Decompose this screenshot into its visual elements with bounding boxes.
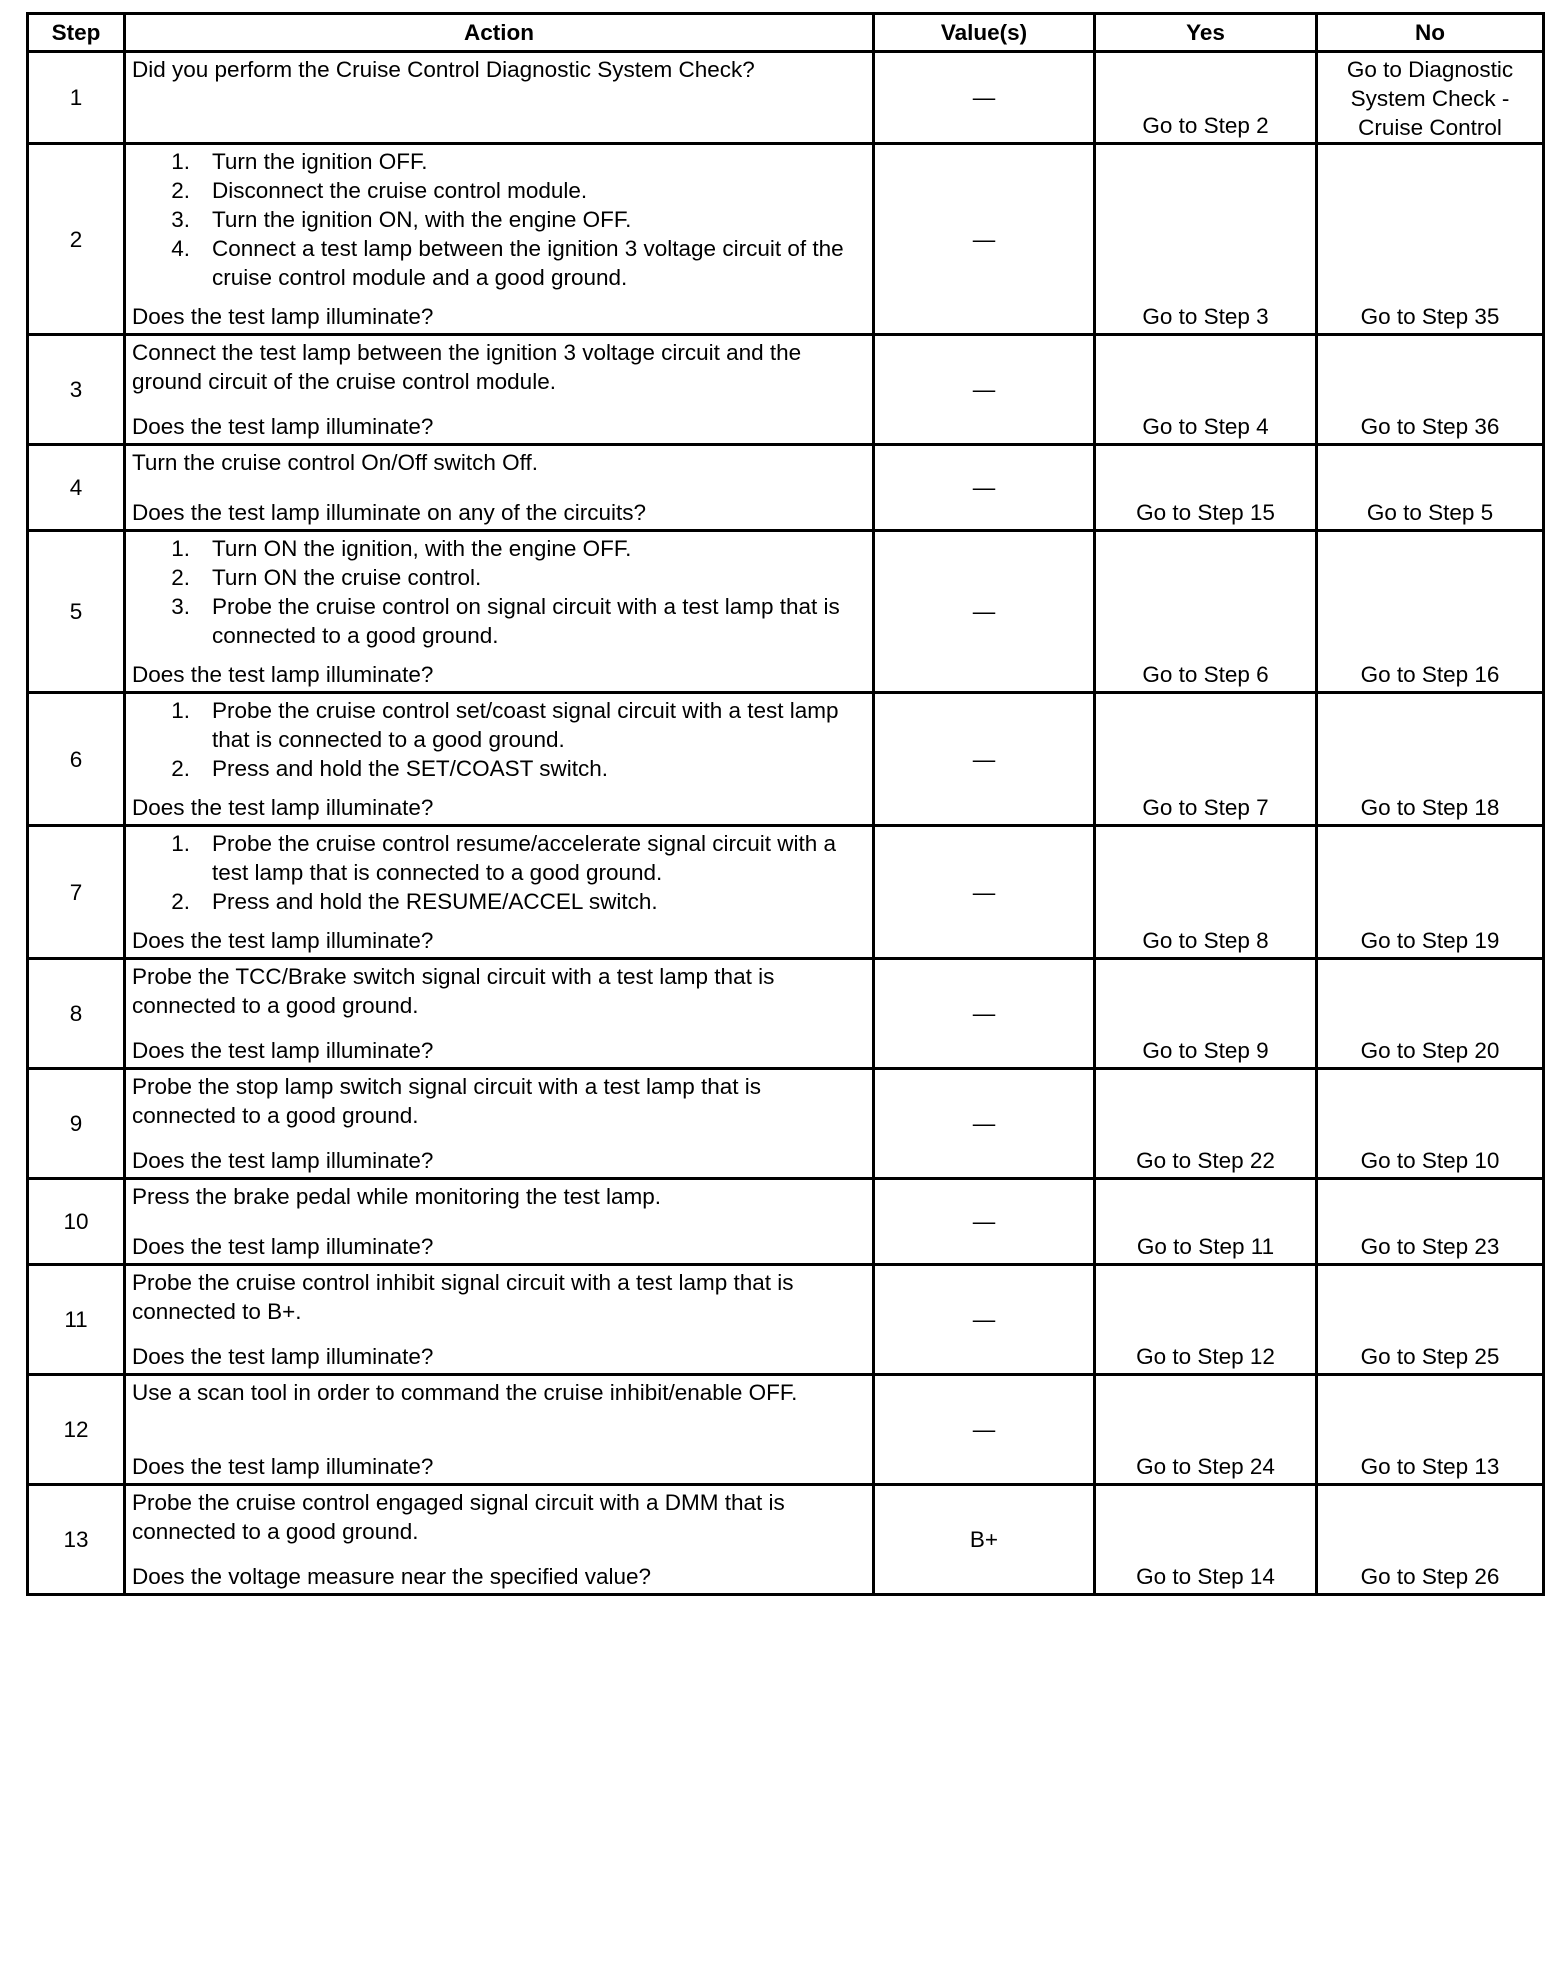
yes-cell: Go to Step 15 [1095, 445, 1317, 531]
action-instructions [132, 55, 868, 84]
step-cell: 9 [28, 1069, 125, 1179]
value-cell: — [874, 144, 1095, 335]
value-cell: — [874, 531, 1095, 693]
action-cell [125, 959, 874, 1069]
no-cell: Go to Diagnostic System Check - Cruise Control [1317, 52, 1544, 144]
value-cell: — [874, 959, 1095, 1069]
action-content [126, 446, 872, 529]
value-cell: — [874, 52, 1095, 144]
action-instructions [132, 1378, 868, 1407]
action-content [126, 532, 872, 691]
action-question: Does the test lamp illuminate? [132, 1454, 434, 1479]
table-row [28, 693, 1544, 826]
value-cell: — [874, 1179, 1095, 1265]
action-cell [125, 1179, 874, 1265]
table-row [28, 144, 1544, 335]
action-steps-list [132, 147, 868, 292]
action-question: Does the test lamp illuminate on any of the circuits? [132, 500, 647, 525]
step-cell: 6 [28, 693, 125, 826]
action-cell [125, 52, 874, 144]
action-step-item [132, 829, 868, 887]
action-step-text: Press and hold the SET/COAST switch. [212, 756, 609, 781]
value-cell: — [874, 693, 1095, 826]
action-step-text: Turn the ignition OFF. [212, 149, 428, 174]
yes-cell: Go to Step 22 [1095, 1069, 1317, 1179]
action-cell [125, 1069, 874, 1179]
action-content [126, 827, 872, 957]
table-row [28, 1265, 1544, 1375]
action-step-item [132, 696, 868, 754]
action-cell [125, 826, 874, 959]
action-content [126, 1266, 872, 1373]
action-instructions [132, 1268, 868, 1326]
action-intro: Press the brake pedal while monitoring the test lamp. [132, 1184, 662, 1209]
header-step: Step [28, 14, 125, 52]
action-cell [125, 531, 874, 693]
value-cell: B+ [874, 1485, 1095, 1595]
action-step-item [132, 563, 868, 592]
action-instructions [132, 1182, 868, 1211]
action-content [126, 694, 872, 824]
action-intro: Use a scan tool in order to command the cruise inhibit/enable OFF. [132, 1380, 798, 1405]
action-steps-list [132, 829, 868, 916]
no-cell: Go to Step 5 [1317, 445, 1544, 531]
table-row [28, 1375, 1544, 1485]
action-content [126, 336, 872, 443]
no-cell: Go to Step 25 [1317, 1265, 1544, 1375]
no-cell: Go to Step 18 [1317, 693, 1544, 826]
action-content [126, 145, 872, 333]
yes-cell: Go to Step 6 [1095, 531, 1317, 693]
action-step-item [132, 205, 868, 234]
action-question: Does the test lamp illuminate? [132, 1234, 434, 1259]
action-question: Does the test lamp illuminate? [132, 662, 434, 687]
table-row [28, 1069, 1544, 1179]
step-cell: 13 [28, 1485, 125, 1595]
step-cell: 12 [28, 1375, 125, 1485]
no-cell: Go to Step 19 [1317, 826, 1544, 959]
value-cell: — [874, 1265, 1095, 1375]
action-cell [125, 1375, 874, 1485]
action-question: Does the test lamp illuminate? [132, 795, 434, 820]
action-instructions [132, 147, 868, 292]
table-body [28, 52, 1544, 1595]
step-cell: 10 [28, 1179, 125, 1265]
action-step-item [132, 754, 868, 783]
action-content [126, 1376, 872, 1483]
action-step-number: 1. [171, 698, 190, 723]
action-step-item [132, 534, 868, 563]
header-no: No [1317, 14, 1544, 52]
action-cell [125, 445, 874, 531]
yes-cell: Go to Step 4 [1095, 335, 1317, 445]
no-cell: Go to Step 36 [1317, 335, 1544, 445]
step-cell: 7 [28, 826, 125, 959]
action-step-text: Disconnect the cruise control module. [212, 178, 588, 203]
action-instructions [132, 696, 868, 783]
action-instructions [132, 829, 868, 916]
action-steps-list [132, 696, 868, 783]
action-content [126, 960, 872, 1067]
action-step-item [132, 592, 868, 650]
no-cell: Go to Step 13 [1317, 1375, 1544, 1485]
action-intro: Probe the cruise control inhibit signal circuit with a test lamp that is connected to B+. [132, 1270, 794, 1324]
action-cell [125, 1265, 874, 1375]
step-cell: 2 [28, 144, 125, 335]
step-cell: 8 [28, 959, 125, 1069]
action-instructions [132, 1072, 868, 1130]
action-content [126, 53, 872, 142]
table-row [28, 826, 1544, 959]
yes-cell: Go to Step 9 [1095, 959, 1317, 1069]
action-intro: Did you perform the Cruise Control Diagnostic System Check? [132, 57, 755, 82]
action-step-text: Turn ON the cruise control. [212, 565, 482, 590]
value-cell: — [874, 826, 1095, 959]
action-cell [125, 693, 874, 826]
value-cell: — [874, 1069, 1095, 1179]
action-intro: Probe the cruise control engaged signal circuit with a DMM that is connected to a good ground. [132, 1490, 785, 1544]
action-step-text: Probe the cruise control set/coast signal circuit with a test lamp that is connected to a good ground. [212, 698, 839, 752]
action-step-text: Probe the cruise control on signal circuit with a test lamp that is connected to a good ground. [212, 594, 840, 648]
action-instructions [132, 448, 868, 477]
table-row [28, 1179, 1544, 1265]
action-content [126, 1070, 872, 1177]
action-step-number: 1. [171, 536, 190, 561]
yes-cell: Go to Step 11 [1095, 1179, 1317, 1265]
action-step-item [132, 147, 868, 176]
action-step-item [132, 887, 868, 916]
action-step-number: 1. [171, 831, 190, 856]
action-question: Does the test lamp illuminate? [132, 414, 434, 439]
action-step-number: 3. [171, 207, 190, 232]
action-step-text: Turn ON the ignition, with the engine OFF. [212, 536, 632, 561]
no-cell: Go to Step 26 [1317, 1485, 1544, 1595]
action-question: Does the voltage measure near the specified value? [132, 1564, 652, 1589]
yes-cell: Go to Step 12 [1095, 1265, 1317, 1375]
action-step-item [132, 234, 868, 292]
table-row [28, 531, 1544, 693]
action-step-number: 2. [171, 889, 190, 914]
step-cell: 5 [28, 531, 125, 693]
table-row [28, 1485, 1544, 1595]
action-question: Does the test lamp illuminate? [132, 1344, 434, 1369]
yes-cell: Go to Step 3 [1095, 144, 1317, 335]
table-row [28, 335, 1544, 445]
action-question: Does the test lamp illuminate? [132, 928, 434, 953]
action-question: Does the test lamp illuminate? [132, 304, 434, 329]
header-values: Value(s) [874, 14, 1095, 52]
action-content [126, 1180, 872, 1263]
action-content [126, 1486, 872, 1593]
action-intro: Connect the test lamp between the ignition 3 voltage circuit and the ground circuit of the cruise control module. [132, 340, 802, 394]
action-cell [125, 335, 874, 445]
action-step-number: 2. [171, 178, 190, 203]
yes-cell: Go to Step 24 [1095, 1375, 1317, 1485]
action-step-number: 2. [171, 565, 190, 590]
value-cell: — [874, 335, 1095, 445]
action-step-number: 1. [171, 149, 190, 174]
yes-cell: Go to Step 14 [1095, 1485, 1317, 1595]
action-instructions [132, 962, 868, 1020]
action-intro: Probe the stop lamp switch signal circuit with a test lamp that is connected to a good ground. [132, 1074, 762, 1128]
diagnostic-table-container [26, 12, 1545, 1596]
table-row [28, 959, 1544, 1069]
no-cell: Go to Step 20 [1317, 959, 1544, 1069]
yes-cell: Go to Step 7 [1095, 693, 1317, 826]
step-cell: 1 [28, 52, 125, 144]
value-cell: — [874, 445, 1095, 531]
action-step-text: Press and hold the RESUME/ACCEL switch. [212, 889, 658, 914]
action-intro: Probe the TCC/Brake switch signal circuit with a test lamp that is connected to a good ground. [132, 964, 775, 1018]
action-step-text: Turn the ignition ON, with the engine OFF. [212, 207, 632, 232]
action-step-number: 4. [171, 236, 190, 261]
action-step-text: Connect a test lamp between the ignition 3 voltage circuit of the cruise control module and a good ground. [212, 236, 844, 290]
action-step-text: Probe the cruise control resume/accelerate signal circuit with a test lamp that is connected to a good ground. [212, 831, 837, 885]
action-question: Does the test lamp illuminate? [132, 1148, 434, 1173]
action-question: Does the test lamp illuminate? [132, 1038, 434, 1063]
header-action: Action [125, 14, 874, 52]
action-instructions [132, 338, 868, 396]
table-row [28, 52, 1544, 144]
action-instructions [132, 534, 868, 650]
step-cell: 3 [28, 335, 125, 445]
no-cell: Go to Step 23 [1317, 1179, 1544, 1265]
table-row [28, 445, 1544, 531]
action-cell [125, 144, 874, 335]
action-step-number: 2. [171, 756, 190, 781]
action-instructions [132, 1488, 868, 1546]
action-step-number: 3. [171, 594, 190, 619]
no-cell: Go to Step 16 [1317, 531, 1544, 693]
diagnostic-table [26, 12, 1545, 1596]
step-cell: 4 [28, 445, 125, 531]
no-cell: Go to Step 35 [1317, 144, 1544, 335]
header-row [28, 14, 1544, 52]
yes-cell: Go to Step 2 [1095, 52, 1317, 144]
header-yes: Yes [1095, 14, 1317, 52]
action-intro: Turn the cruise control On/Off switch Off. [132, 450, 538, 475]
action-cell [125, 1485, 874, 1595]
value-cell: — [874, 1375, 1095, 1485]
yes-cell: Go to Step 8 [1095, 826, 1317, 959]
no-cell: Go to Step 10 [1317, 1069, 1544, 1179]
action-steps-list [132, 534, 868, 650]
action-step-item [132, 176, 868, 205]
step-cell: 11 [28, 1265, 125, 1375]
